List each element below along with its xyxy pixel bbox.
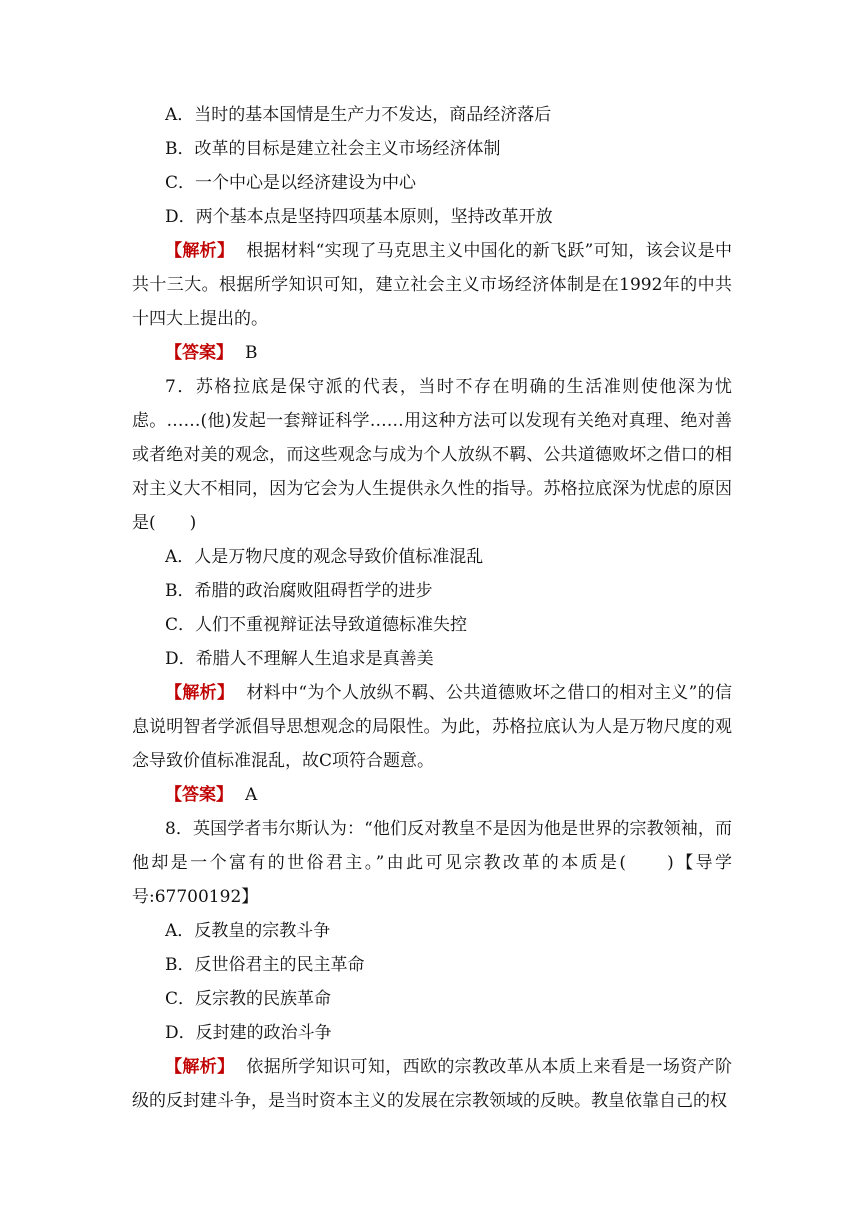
q7-analysis-text: 材料中“为个人放纵不羁、公共道德败坏之借口的相对主义”的信息说明智者学派倡导思想观念的局限性。为此，苏格拉底认为人是万物尺度的观念导致价值标准混乱，故C项符合题意。 [132, 683, 732, 771]
q7-option-a: A．人是万物尺度的观念导致价值标准混乱 [165, 547, 484, 567]
q7-stem: 7．苏格拉底是保守派的代表，当时不存在明确的生活准则使他深为忧虑。……(他)发起一套辩证科学……用这种方法可以发现有关绝对真理、绝对善或者绝对美的观念，而这些观念与成为个人放纵不羁、公共道德败坏之借口的相对主义大不相同，因为它会为人生提供永久性的指导。苏格拉底深为忧虑的原因是( ) [132, 377, 732, 533]
q6-analysis-text: 根据材料“实现了马克思主义中国化的新飞跃”可知，该会议是中共十三大。根据所学知识可知，建立社会主义市场经济体制是在1992年的中共十四大上提出的。 [132, 241, 732, 329]
q8-analysis-text: 依据所学知识可知，西欧的宗教改革从本质上来看是一场资产阶级的反封建斗争，是当时资本主义的发展在宗教领域的反映。教皇依靠自己的权 [132, 1057, 733, 1111]
q7-answer [132, 778, 732, 812]
q7-analysis [132, 676, 732, 778]
q6-answer-text: B [245, 343, 258, 363]
q6-analysis [132, 234, 732, 336]
document-content [132, 98, 732, 1118]
q8-analysis [132, 1050, 732, 1118]
q7-answer-text: A [245, 785, 258, 805]
q8-option-d: D．反封建的政治斗争 [165, 1023, 332, 1043]
q8-option-c: C．反宗教的民族革命 [165, 989, 332, 1009]
q6-option-a: A．当时的基本国情是生产力不发达，商品经济落后 [165, 105, 552, 125]
q8-stem: 8．英国学者韦尔斯认为：“他们反对教皇不是因为他是世界的宗教领袖，而他却是一个富有的世俗君主。”由此可见宗教改革的本质是( )【导学号:67700192】 [132, 819, 732, 907]
q8-analysis-label: 【解析】 [165, 1057, 235, 1077]
q7-answer-label: 【答案】 [165, 785, 233, 805]
q8-option-a: A．反教皇的宗教斗争 [165, 921, 331, 941]
q6-analysis-label: 【解析】 [165, 241, 235, 261]
q6-option-c: C．一个中心是以经济建设为中心 [165, 173, 417, 193]
q7-option-d: D．希腊人不理解人生追求是真善美 [165, 649, 434, 669]
q6-option-b: B．改革的目标是建立社会主义市场经济体制 [165, 139, 501, 159]
q7-option-c: C．人们不重视辩证法导致道德标准失控 [165, 615, 468, 635]
q6-answer [132, 336, 732, 370]
q8-option-b: B．反世俗君主的民主革命 [165, 955, 365, 975]
q6-answer-label: 【答案】 [165, 343, 233, 363]
q7-analysis-label: 【解析】 [165, 683, 235, 703]
q6-option-d: D．两个基本点是坚持四项基本原则，坚持改革开放 [165, 207, 553, 227]
q7-option-b: B．希腊的政治腐败阻碍哲学的进步 [165, 581, 433, 601]
